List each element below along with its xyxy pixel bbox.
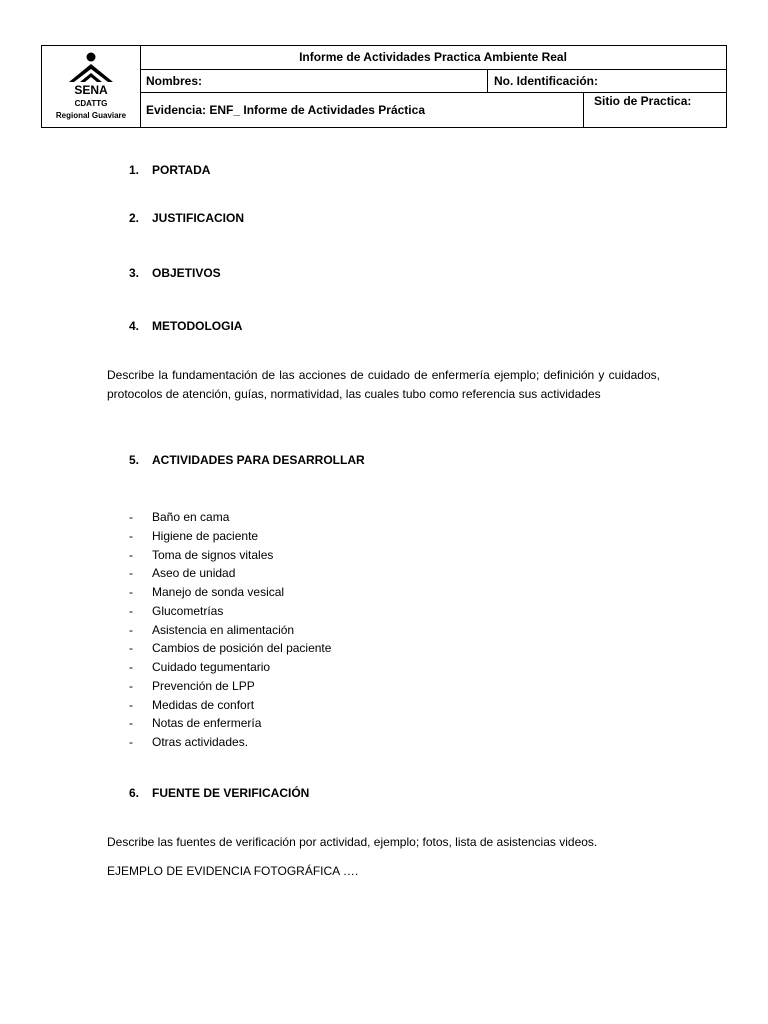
bullet-dash: - [129, 697, 133, 712]
activity-label: Cuidado tegumentario [152, 660, 271, 674]
evidencia-field: Evidencia: ENF_ Informe de Actividades Práctica [146, 103, 425, 117]
bullet-dash: - [129, 603, 133, 618]
activity-label: Medidas de confort [152, 697, 255, 712]
header-table [41, 45, 727, 128]
evidencia-fotografica-example: EJEMPLO DE EVIDENCIA FOTOGRÁFICA …. [107, 864, 359, 878]
activity-label: Otras actividades. [152, 735, 249, 749]
regional-name: Regional Guaviare [55, 111, 127, 120]
activity-label: Glucometrías [152, 603, 224, 618]
bullet-dash: - [129, 547, 133, 562]
sitio-practica-field: Sitio de Practica: [594, 94, 692, 108]
bullet-dash: - [129, 566, 133, 581]
logo-text: SENA [74, 83, 108, 96]
report-title: Informe de Actividades Practica Ambiente Real [299, 50, 567, 64]
activity-label: Cambios de posición del paciente [152, 641, 332, 656]
bullet-dash: - [129, 528, 133, 543]
activity-label: Notas de enfermería [152, 716, 262, 731]
activity-label: Prevención de LPP [152, 678, 255, 693]
activity-label: Aseo de unidad [152, 566, 236, 581]
activity-label: Manejo de sonda vesical [152, 585, 285, 599]
identificacion-field: No. Identificación: [494, 74, 599, 88]
metodologia-paragraph: Describe la fundamentación de las acciones de cuidado de enfermería ejemplo; definición y cuidados, protocolos de atención, guías, normatividad, las cuales tubo como referencia sus actividades [107, 368, 660, 401]
center-name: CDATTG [74, 99, 108, 108]
bullet-dash: - [129, 622, 133, 637]
activity-label: Asistencia en alimentación [152, 622, 295, 637]
sena-logo-cell [42, 46, 141, 127]
activity-label: Baño en cama [152, 510, 230, 524]
bullet-dash: - [129, 585, 133, 599]
bullet-dash: - [129, 678, 133, 693]
fuente-paragraph: Describe las fuentes de verificación por actividad, ejemplo; fotos, lista de asistencias videos. [107, 835, 598, 849]
bullet-dash: - [129, 510, 133, 524]
activity-label: Toma de signos vitales [152, 547, 274, 562]
bullet-dash: - [129, 716, 133, 731]
bullet-dash: - [129, 641, 133, 656]
bullet-dash: - [129, 735, 133, 749]
nombres-field: Nombres: [146, 74, 203, 88]
bullet-dash: - [129, 660, 133, 674]
activity-label: Higiene de paciente [152, 528, 259, 543]
sena-logo-icon [65, 52, 117, 96]
